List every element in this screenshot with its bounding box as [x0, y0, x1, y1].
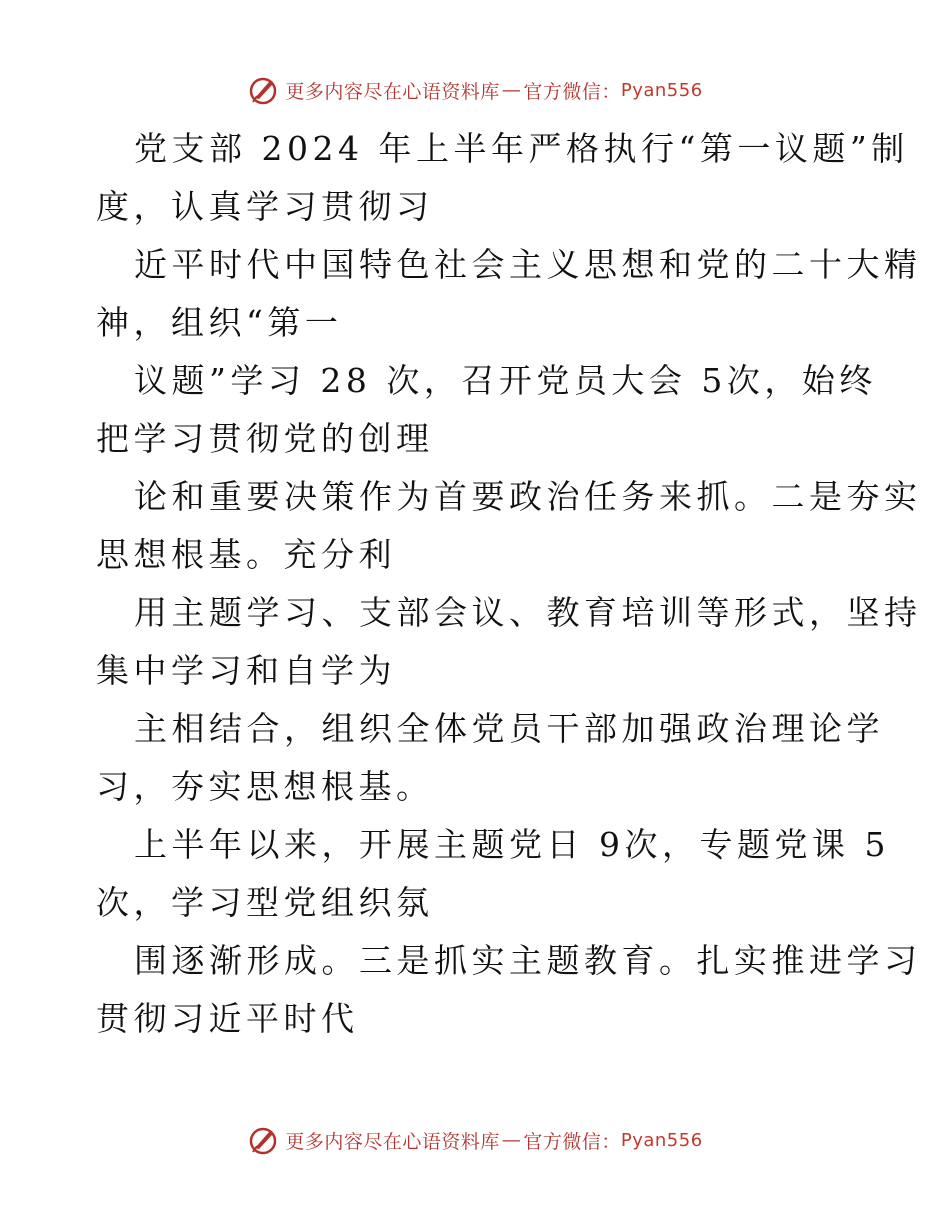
paragraph-line: 围逐渐形成。三是抓实主题教育。扎实推进学习: [134, 941, 922, 980]
paragraph-line: 集中学习和自学为: [96, 651, 396, 690]
watermark-dash: —: [501, 79, 522, 101]
paragraph: [96, 236, 922, 352]
paragraph-line: 议题”学习 28 次，召开党员大会 5次，始终: [134, 361, 877, 400]
paragraph-line: 党支部 2024 年上半年严格执行“第一议题”制: [134, 129, 909, 168]
watermark-wechat-label: 官方微信：: [523, 1130, 621, 1153]
header-watermark: [0, 70, 950, 110]
footer-watermark: [0, 1120, 950, 1160]
paragraph: [96, 932, 922, 1048]
watermark-text: 更多内容尽在心语资料库: [285, 80, 500, 103]
watermark-text: 更多内容尽在心语资料库: [285, 1130, 500, 1153]
paragraph-line: 习，夯实思想根基。: [96, 767, 434, 806]
feather-pen-logo-icon: [247, 74, 279, 106]
paragraph-line: 近平时代中国特色社会主义思想和党的二十大精: [134, 245, 922, 284]
paragraph: [96, 816, 890, 932]
paragraph-line: 上半年以来，开展主题党日 9次，专题党课 5: [134, 825, 890, 864]
paragraph: [96, 352, 877, 468]
watermark-wechat-id: Pyan556: [620, 79, 703, 101]
paragraph-line: 次，学习型党组织氛: [96, 883, 434, 922]
paragraph: [96, 700, 884, 816]
paragraph-line: 论和重要决策作为首要政治任务来抓。二是夯实: [134, 477, 922, 516]
paragraph-line: 度，认真学习贯彻习: [96, 187, 434, 226]
feather-pen-logo-icon: [247, 1124, 279, 1156]
watermark-wechat-id: Pyan556: [620, 1129, 703, 1151]
paragraph: [96, 468, 922, 584]
paragraph: [96, 584, 922, 700]
watermark-wechat-label: 官方微信：: [523, 80, 621, 103]
paragraph-line: 神，组织“第一: [96, 303, 343, 342]
paragraph-line: 主相结合，组织全体党员干部加强政治理论学: [134, 709, 884, 748]
paragraph-line: 把学习贯彻党的创理: [96, 419, 434, 458]
paragraph-line: 贯彻习近平时代: [96, 999, 359, 1038]
document-body: [96, 120, 922, 1048]
paragraph-line: 思想根基。充分利: [96, 535, 396, 574]
paragraph-line: 用主题学习、支部会议、教育培训等形式，坚持: [134, 593, 922, 632]
paragraph: [96, 120, 909, 236]
watermark-dash: —: [501, 1129, 522, 1151]
